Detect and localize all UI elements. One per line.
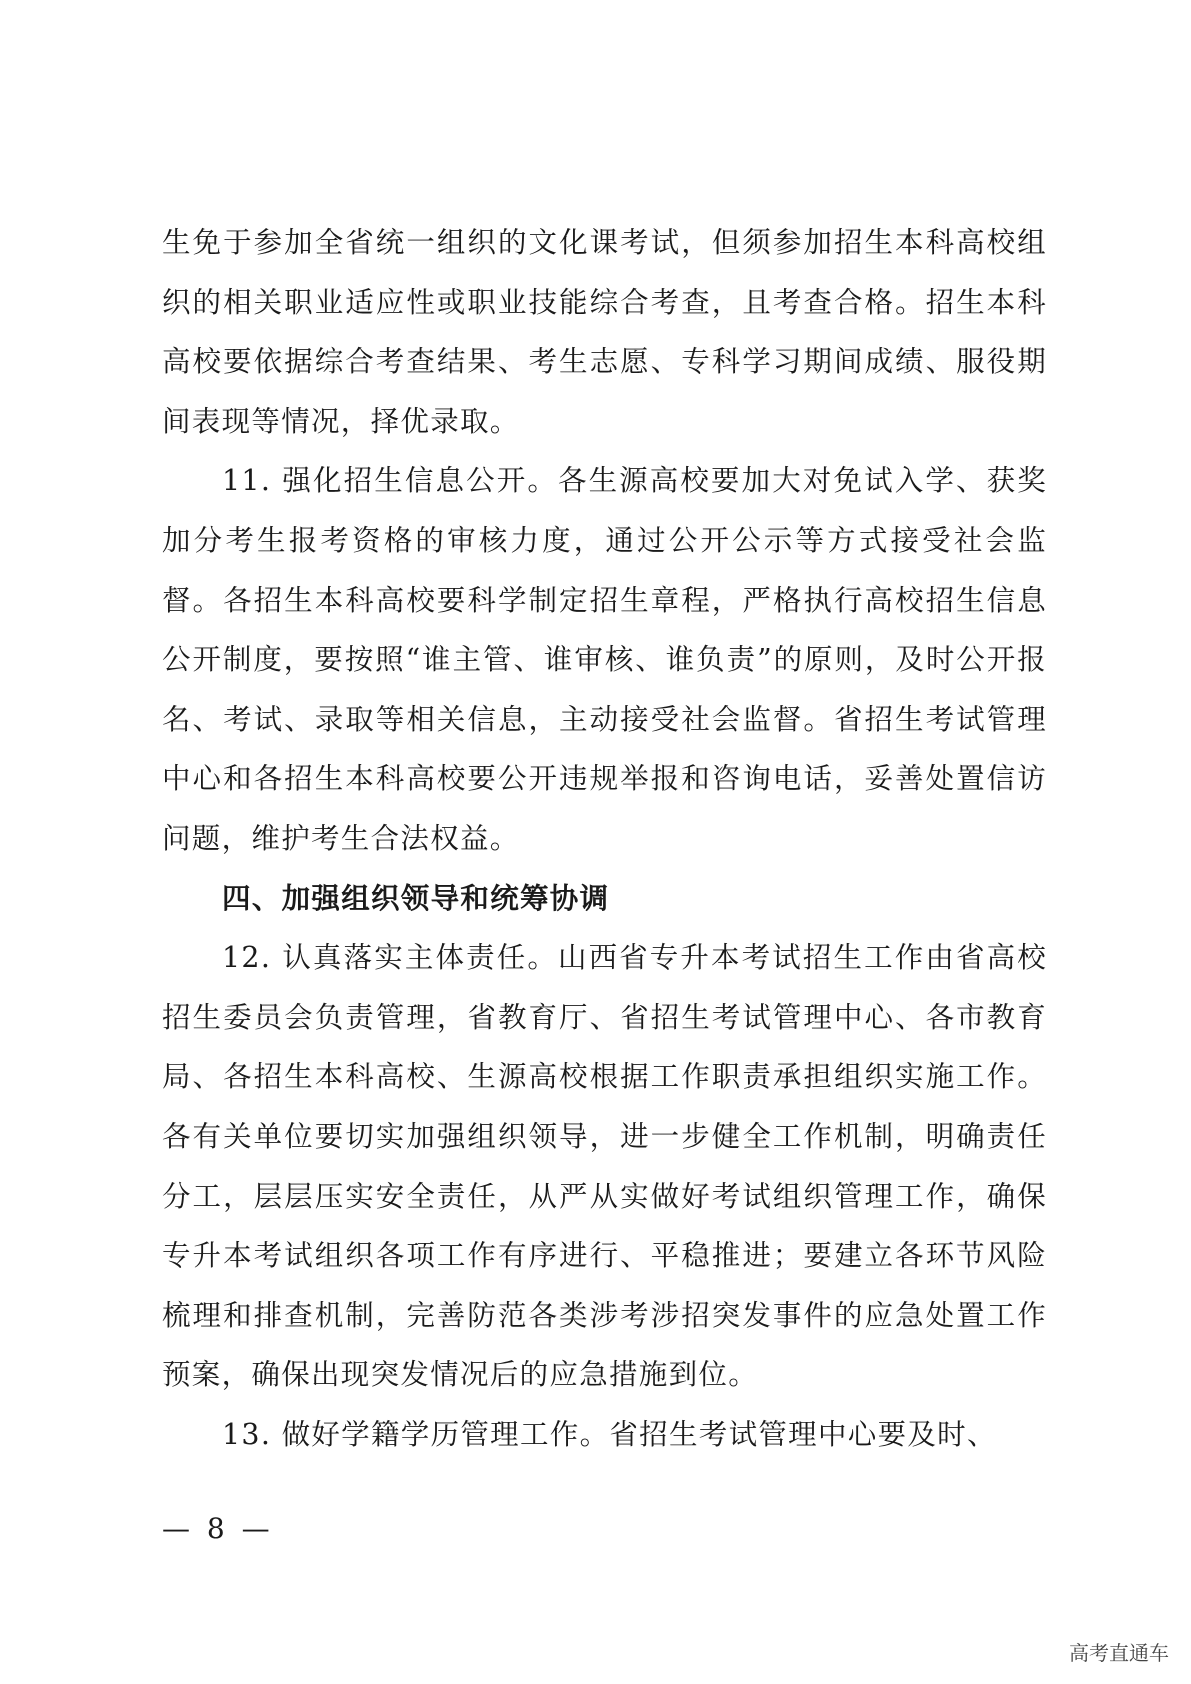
watermark-logo-text: 高考直通车 xyxy=(1069,1641,1169,1665)
paragraph-continuation: 生免于参加全省统一组织的文化课考试，但须参加招生本科高校组织的相关职业适应性或职业技能综合考查，且考查合格。招生本科高校要依据综合考查结果、考生志愿、专科学习期间成绩、服役期间表现等情况，择优录取。 xyxy=(162,226,1047,438)
document-body xyxy=(162,213,1047,1464)
page-number: — 8 — xyxy=(162,1512,274,1545)
paragraph-item-11: 11. 强化招生信息公开。各生源高校要加大对免试入学、获奖加分考生报考资格的审核力度，通过公开公示等方式接受社会监督。各招生本科高校要科学制定招生章程，严格执行高校招生信息公开制度，要按照“谁主管、谁审核、谁负责”的原则，及时公开报名、考试、录取等相关信息，主动接受社会监督。省招生考试管理中心和各招生本科高校要公开违规举报和咨询电话，妥善处置信访问题，维护考生合法权益。 xyxy=(162,464,1047,855)
paragraph-item-13: 13. 做好学籍学历管理工作。省招生考试管理中心要及时、 xyxy=(222,1417,997,1451)
section-heading-4: 四、加强组织领导和统筹协调 xyxy=(222,881,610,915)
paragraph-item-12: 12. 认真落实主体责任。山西省专升本考试招生工作由省高校招生委员会负责管理，省教育厅、省招生考试管理中心、各市教育局、各招生本科高校、生源高校根据工作职责承担组织实施工作。各有关单位要切实加强组织领导，进一步健全工作机制，明确责任分工，层层压实安全责任，从严从实做好考试组织管理工作，确保专升本考试组织各项工作有序进行、平稳推进；要建立各环节风险梳理和排查机制，完善防范各类涉考涉招突发事件的应急处置工作预案，确保出现突发情况后的应急措施到位。 xyxy=(162,941,1047,1392)
